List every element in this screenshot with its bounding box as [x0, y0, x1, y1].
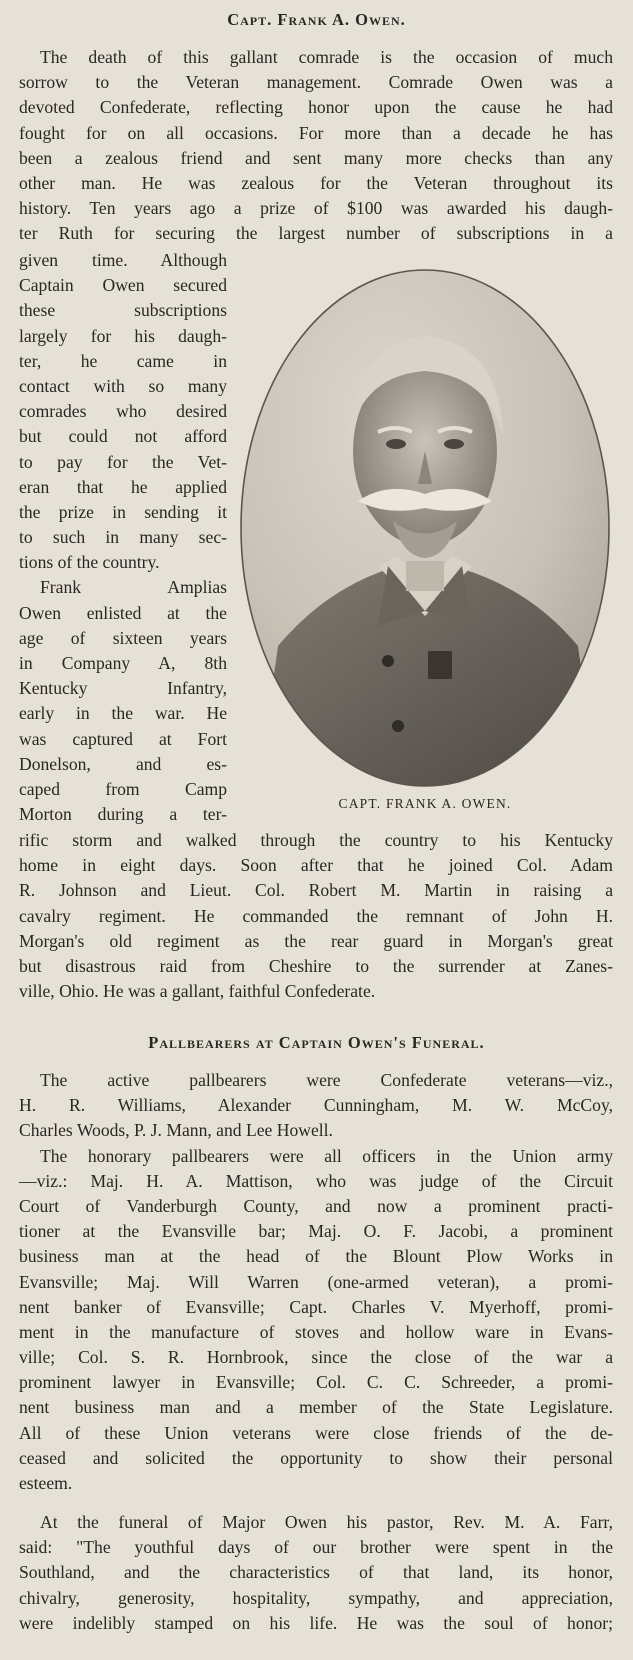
text-line: Southland, and the characteristics of that land, its honor, — [19, 1562, 613, 1583]
text-line: was captured at Fort — [19, 728, 227, 749]
text-line: sorrow to the Veteran management. Comrade Owen was a — [19, 72, 613, 93]
pallbearers-paragraph — [19, 1068, 613, 1496]
text-line: Frank Amplias — [40, 577, 227, 598]
text-line: were indelibly stamped on his life. He was the soul of honor; — [19, 1612, 613, 1633]
text-line: Kentucky Infantry, — [19, 678, 227, 699]
text-line: caped from Camp — [19, 778, 227, 799]
text-line: devoted Confederate, reflecting honor upon the cause he had — [19, 97, 613, 118]
article-title: Capt. Frank A. Owen. — [227, 10, 406, 29]
text-line: been a zealous friend and sent many more checks than any — [19, 147, 613, 168]
text-line: given time. Although — [19, 250, 227, 270]
text-line: chivalry, generosity, hospitality, sympathy, and appreciation, — [19, 1587, 613, 1608]
text-line: ter Ruth for securing the largest number of subscriptions in a — [19, 223, 613, 244]
text-line: At the funeral of Major Owen his pastor, Rev. M. A. Farr, — [40, 1512, 613, 1532]
text-line: contact with so many — [19, 375, 227, 396]
text-line: Evansville; Maj. Will Warren (one-armed veteran), a promi- — [19, 1271, 613, 1292]
text-line: Morgan's old regiment as the rear guard in Morgan's great — [19, 930, 613, 951]
article-narrow-column — [19, 248, 227, 827]
text-line: these subscriptions — [19, 300, 227, 321]
text-line: fought for on all occasions. For more than a decade he has — [19, 122, 613, 143]
text-line: nent business man and a member of the State Legislature. — [19, 1397, 613, 1418]
text-line: The honorary pallbearers were all officers in the Union army — [40, 1145, 613, 1166]
section-title: Pallbearers at Captain Owen's Funeral. — [148, 1033, 485, 1052]
text-line: Court of Vanderburgh County, and now a prominent practi- — [19, 1195, 613, 1216]
text-line: All of these Union veterans were close friends of the de- — [19, 1422, 613, 1443]
text-line: largely for his daugh- — [19, 325, 227, 346]
text-line: early in the war. He — [19, 703, 227, 724]
text-line: home in eight days. Soon after that he joined Col. Adam — [19, 855, 613, 876]
text-line: the prize in sending it — [19, 501, 227, 522]
text-line: ter, he came in — [19, 350, 227, 371]
text-line: business man at the head of the Blount Plow Works in — [19, 1246, 613, 1267]
text-line: but could not afford — [19, 426, 227, 447]
text-line: to pay for the Vet- — [19, 451, 227, 472]
text-line: Owen enlisted at the — [19, 602, 227, 623]
photo-caption: CAPT. FRANK A. OWEN. — [338, 796, 512, 811]
text-line: H. R. Williams, Alexander Cunningham, M. W. McCoy, — [19, 1095, 613, 1116]
funeral-paragraph — [19, 1510, 613, 1636]
text-line: in Company A, 8th — [19, 653, 227, 673]
text-line: Charles Woods, P. J. Mann, and Lee Howell. — [19, 1120, 333, 1141]
text-line: nent banker of Evansville; Capt. Charles V. Myerhoff, promi- — [19, 1296, 613, 1317]
text-line: other man. He was zealous for the Veteran throughout its — [19, 172, 613, 193]
text-line: ville, Ohio. He was a gallant, faithful Confederate. — [19, 981, 376, 1002]
text-line: The active pallbearers were Confederate veterans—viz., — [40, 1070, 613, 1090]
text-line: rific storm and walked through the country to his Kentucky — [19, 830, 613, 850]
text-line: cavalry regiment. He commanded the remnant of John H. — [19, 905, 613, 926]
text-line: Donelson, and es- — [19, 753, 227, 774]
portrait-photo — [238, 266, 612, 790]
text-line: The death of this gallant comrade is the occasion of much — [40, 47, 613, 67]
text-line: tions of the country. — [19, 552, 160, 573]
article-intro-paragraph — [19, 45, 613, 247]
text-line: but disastrous raid from Cheshire to the surrender at Zanes- — [19, 955, 613, 976]
portrait-illustration — [238, 266, 612, 790]
article-tail-paragraph — [19, 828, 613, 1004]
text-line: ville; Col. S. R. Hornbrook, since the close of the war a — [19, 1347, 613, 1368]
text-line: Captain Owen secured — [19, 275, 227, 296]
text-line: age of sixteen years — [19, 627, 227, 648]
text-line: history. Ten years ago a prize of $100 was awarded his daugh- — [19, 198, 613, 219]
text-line: R. Johnson and Lieut. Col. Robert M. Martin in raising a — [19, 880, 613, 901]
text-line: prominent lawyer in Evansville; Col. C. C. Schreeder, a promi- — [19, 1372, 613, 1393]
text-line: tioner at the Evansville bar; Maj. O. F. Jacobi, a prominent — [19, 1221, 613, 1242]
text-line: eran that he applied — [19, 476, 227, 497]
text-line: comrades who desired — [19, 401, 227, 422]
text-line: ceased and solicited the opportunity to show their personal — [19, 1447, 613, 1468]
text-line: esteem. — [19, 1473, 73, 1493]
text-line: ment in the manufacture of stoves and hollow ware in Evans- — [19, 1321, 613, 1342]
text-line: Morton during a ter- — [19, 804, 227, 825]
text-line: to such in many sec- — [19, 527, 227, 548]
text-line: —viz.: Maj. H. A. Mattison, who was judge of the Circuit — [19, 1170, 613, 1191]
text-line: said: "The youthful days of our brother were spent in the — [19, 1537, 613, 1558]
